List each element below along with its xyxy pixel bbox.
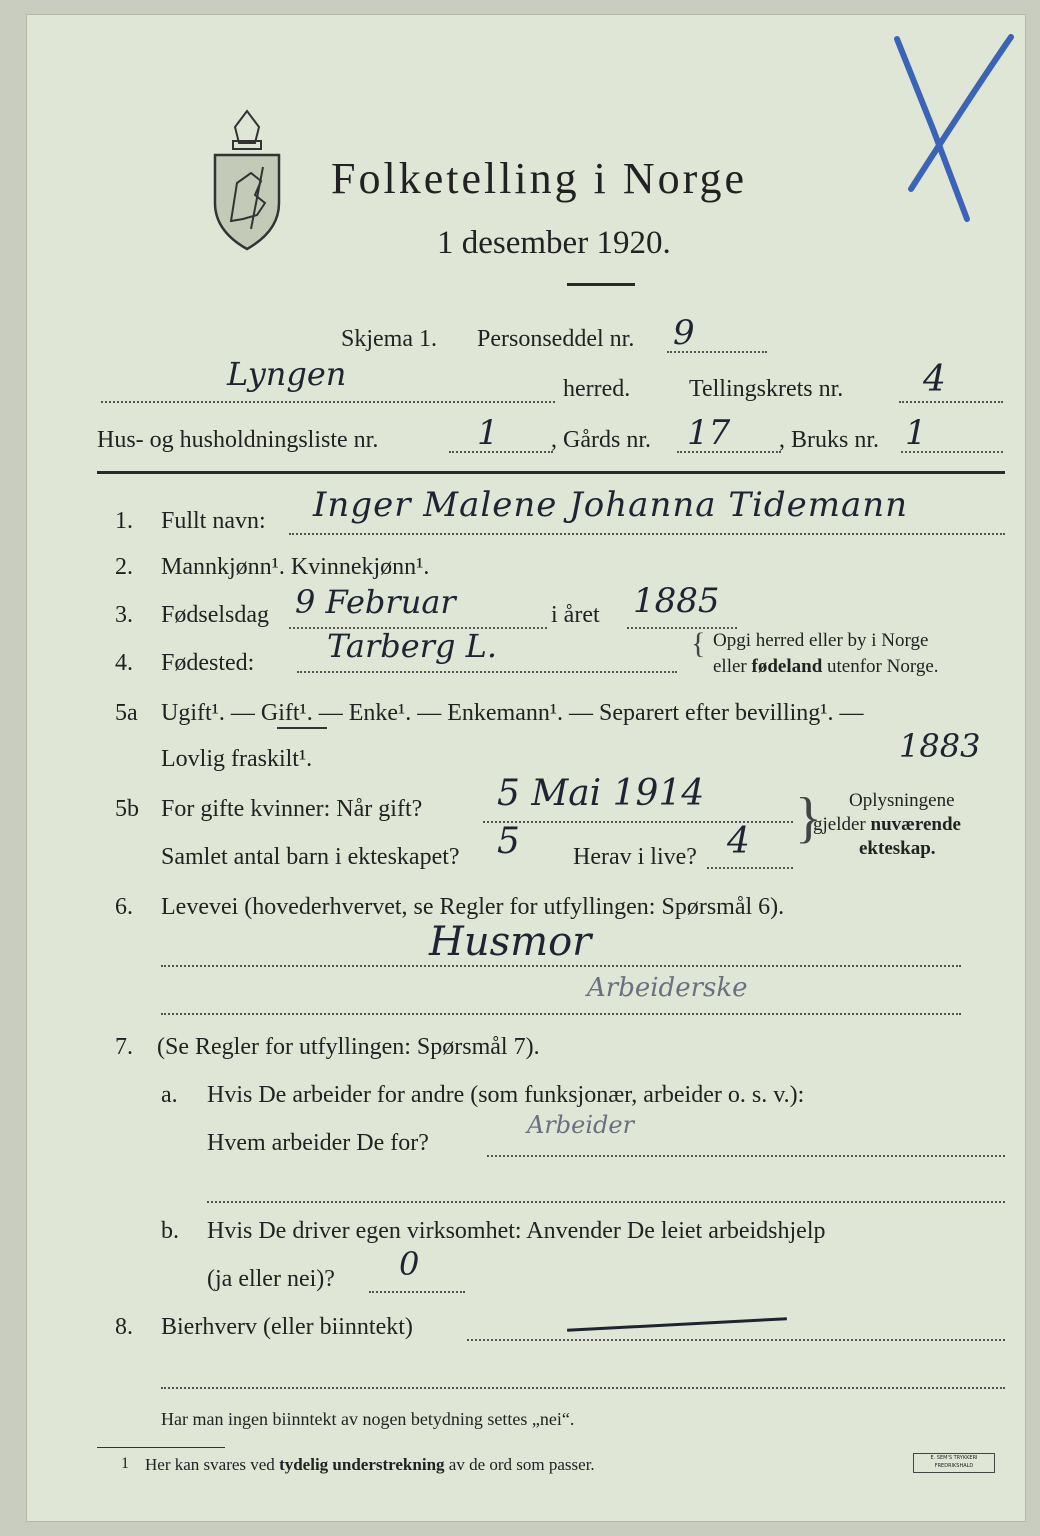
q8-num: 8. [115,1314,133,1340]
q8-line2 [161,1387,1005,1389]
q3-year-value: 1885 [633,581,720,621]
tellingskrets-label: Tellingskrets nr. [689,376,844,402]
q6-value: Husmor [429,919,592,965]
footnote: Her kan svares ved tydelig understrekning av de ord som passer. [145,1455,595,1474]
bruks-label: , Bruks nr. [779,427,880,453]
q3-year-label: i året [551,602,600,628]
q8-dash-mark [567,1317,787,1332]
q8-label: Bierhverv (eller biinntekt) [161,1314,413,1340]
gift-underline [277,727,327,729]
q5a-line1: Ugift¹. — Gift¹. — Enke¹. — Enkemann¹. — Separert efter bevilling¹. — [161,700,864,726]
herred-value: Lyngen [227,355,347,393]
q5a-line2: Lovlig fraskilt¹. [161,746,313,772]
q6-label: Levevei (hovederhvervet, se Regler for utfyllingen: Spørsmål 6). [161,894,785,920]
q2-num: 2. [115,554,133,580]
q7a-label2: Hvem arbeider De for? [207,1130,429,1156]
husholdning-line [449,451,553,453]
q4-note2: eller fødeland utenfor Norge. [713,656,939,677]
gards-value: 17 [687,413,731,453]
header-rule [97,471,1005,474]
census-form-page [26,14,1026,1522]
q1-label: Fullt navn: [161,508,266,534]
q7a-line2 [207,1201,1005,1203]
q5b-note1: Oplysningene [849,790,955,811]
herred-label: herred. [563,376,631,402]
q6-num: 6. [115,894,133,920]
husholdning-value: 1 [477,413,499,453]
gards-label: , Gårds nr. [551,427,651,453]
q6-line2 [161,1013,961,1015]
q5b-alive-line [707,867,793,869]
title-divider [567,283,635,286]
q5a-num: 5a [115,700,138,726]
footer-note: Har man ingen biinntekt av nogen betydning settes „nei“. [161,1409,575,1429]
q6-value2: Arbeiderske [587,973,748,1003]
q4-label: Fødested: [161,650,255,676]
q4-line [297,671,677,673]
q5b-label3: Herav i live? [573,844,697,870]
tellingskrets-line [899,401,1003,403]
q5b-label1: For gifte kvinner: Når gift? [161,796,423,822]
q7a-line1 [487,1155,1005,1157]
q1-num: 1. [115,508,133,534]
q6-line1 [161,965,961,967]
personseddel-label: Personseddel nr. [477,326,635,352]
q3-day-value: 9 Februar [295,583,456,621]
q2-label: Mannkjønn¹. Kvinnekjønn¹. [161,554,430,580]
q4-value: Tarberg L. [327,627,498,665]
q7b-value: 0 [399,1245,420,1283]
q5b-children-value: 5 [497,821,520,862]
q1-value: Inger Malene Johanna Tidemann [313,485,909,525]
q5b-note3: ekteskap. [859,838,936,859]
q7-num: 7. [115,1034,133,1060]
q1-line [289,533,1005,535]
q7b-label: Hvis De driver egen virksomhet: Anvender De leiet arbeidshjelp [207,1218,826,1244]
q5b-note2: gjelder nuværende [813,814,961,835]
q7a-value: Arbeider [527,1111,635,1139]
q5b-when-value: 5 Mai 1914 [497,773,705,814]
coat-of-arms-icon [207,103,287,253]
q7b-line [369,1291,465,1293]
q5b-label2: Samlet antal barn i ekteskapet? [161,844,460,870]
printer-mark: E. SEM'S TRYKKERI FREDRIKSHALD [913,1453,995,1473]
form-title: Folketelling i Norge [331,154,748,203]
q7-label: (Se Regler for utfyllingen: Spørsmål 7). [157,1034,540,1060]
q7a-label: Hvis De arbeider for andre (som funksjonær, arbeider o. s. v.): [207,1082,805,1108]
tellingskrets-value: 4 [923,359,946,400]
q5b-num: 5b [115,796,139,822]
footnote-rule [97,1447,225,1448]
q7b-label2: (ja eller nei)? [207,1266,335,1292]
q4-brace: { [691,627,706,660]
personseddel-value: 9 [673,313,695,353]
blue-x-mark [875,29,1015,229]
q5a-margin-note: 1883 [899,727,981,765]
husholdning-label: Hus- og husholdningsliste nr. [97,427,379,453]
q4-num: 4. [115,650,133,676]
bruks-value: 1 [905,413,927,453]
q8-line1 [467,1339,1005,1341]
form-date: 1 desember 1920. [437,225,671,261]
skjema-label: Skjema 1. [341,326,437,352]
herred-line [101,401,555,403]
q4-note1: Opgi herred eller by i Norge [713,630,929,651]
q7b-num: b. [161,1218,179,1244]
q3-label: Fødselsdag [161,602,269,628]
q7a-num: a. [161,1082,178,1108]
q3-num: 3. [115,602,133,628]
footnote-num: 1 [121,1455,129,1472]
q5b-alive-value: 4 [727,821,750,862]
q5b-brace: } [795,787,822,849]
